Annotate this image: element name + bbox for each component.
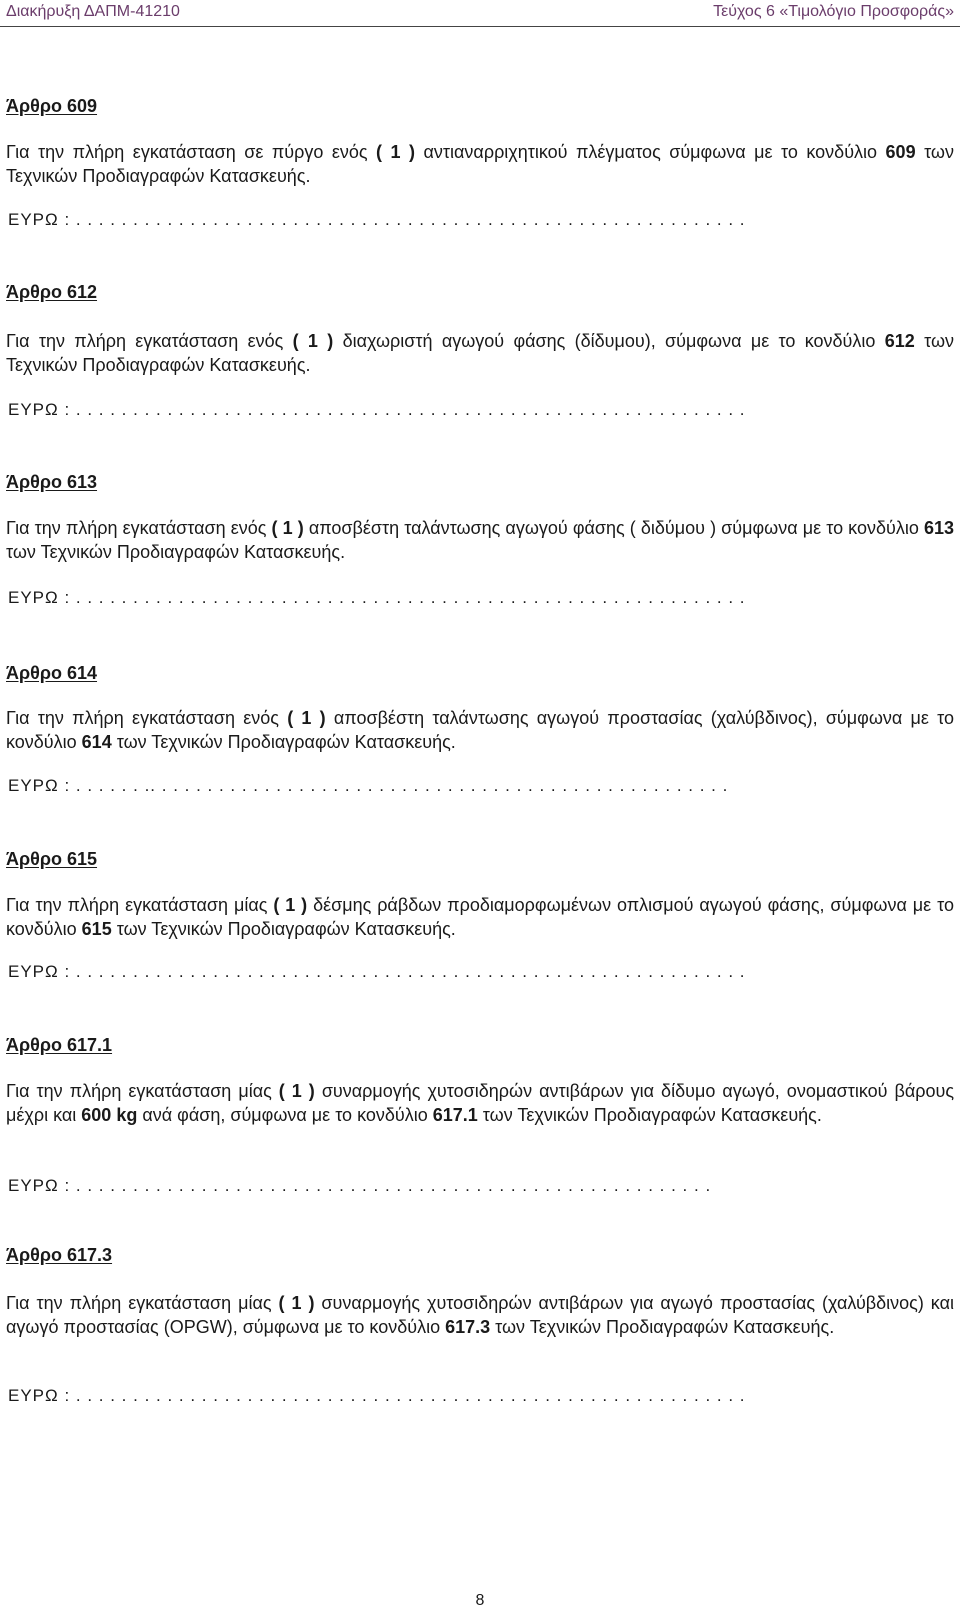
article-title: Άρθρο 613 xyxy=(6,472,98,492)
text-part: αποσβέστη ταλάντωσης αγωγού φάσης ( διδύμου ) σύμφωνα με το κονδύλιο xyxy=(303,518,924,538)
text-part: Για την πλήρη εγκατάσταση ενός xyxy=(6,518,272,538)
text-part: διαχωριστή αγωγού φάσης (δίδυμου), σύμφωνα με το κονδύλιο xyxy=(333,331,885,351)
text-part: των Τεχνικών Προδιαγραφών Κατασκευής. xyxy=(111,732,456,752)
article-title: Άρθρο 614 xyxy=(6,663,98,683)
text-part: αποσβέστη ταλάντωσης αγωγού προστασίας (χαλύβδινος), σύμφωνα με το κονδύλιο xyxy=(6,708,954,752)
header-volume-title: Τεύχος 6 «Τιμολόγιο Προσφοράς» xyxy=(713,3,954,20)
text-item-number: 617.3 xyxy=(445,1317,491,1337)
price-field: ΕΥΡΩ : . . . . . . . . . . . . . . . . . . . . . . . . . . . . . . . . . . . . . . . . . . . . . . . . . . . . . . . . . . . xyxy=(8,962,746,981)
text-item-number: 614 xyxy=(81,732,112,752)
text-quantity: ( 1 ) xyxy=(278,1081,315,1101)
text-item-number: 615 xyxy=(81,919,112,939)
text-part: των Τεχνικών Προδιαγραφών Κατασκευής. xyxy=(490,1317,835,1337)
text-part: ανά φάση, σύμφωνα με το κονδύλιο xyxy=(137,1105,433,1125)
article-title: Άρθρο 617.3 xyxy=(6,1245,113,1265)
text-part: δέσμης ράβδων προδιαμορφωμένων οπλισμού αγωγού φάσης, σύμφωνα με το κονδύλιο xyxy=(6,895,954,939)
text-quantity: ( 1 ) xyxy=(278,1293,315,1313)
article-text xyxy=(6,329,954,377)
text-item-number: 609 xyxy=(885,142,916,162)
price-field: ΕΥΡΩ : . . . . . . . . . . . . . . . . . . . . . . . . . . . . . . . . . . . . . . . . . . . . . . . . . . . . . . . . . . . xyxy=(8,1386,746,1405)
text-part: Για την πλήρη εγκατάσταση μίας xyxy=(6,895,274,915)
article-text xyxy=(6,516,954,564)
text-part: των Τεχνικών Προδιαγραφών Κατασκευής. xyxy=(6,331,954,375)
page-header xyxy=(0,0,960,27)
text-item-number: 612 xyxy=(884,331,915,351)
text-part: Για την πλήρη εγκατάσταση μίας xyxy=(6,1081,279,1101)
price-field: ΕΥΡΩ : . . . . . . . . . . . . . . . . . . . . . . . . . . . . . . . . . . . . . . . . . . . . . . . . . . . . . . . . . . . xyxy=(8,210,746,229)
article-text xyxy=(6,706,954,754)
price-field: ΕΥΡΩ : . . . . . . . . . . . . . . . . . . . . . . . . . . . . . . . . . . . . . . . . . . . . . . . . . . . . . . . . xyxy=(8,1176,712,1195)
text-part: των Τεχνικών Προδιαγραφών Κατασκευής. xyxy=(6,542,346,562)
text-part: Για την πλήρη εγκατάσταση ενός xyxy=(6,331,293,351)
header-tender-id: Διακήρυξη ΔΑΠΜ-41210 xyxy=(6,3,180,20)
text-part: συναρμογής χυτοσιδηρών αντιβάρων για αγωγό προστασίας (χαλύβδινος) και αγωγό προστασίας (OPGW), σύμφωνα με το κονδύλιο xyxy=(6,1293,954,1337)
text-quantity: ( 1 ) xyxy=(376,142,416,162)
article-text xyxy=(6,893,954,941)
text-part: Για την πλήρη εγκατάσταση μίας xyxy=(6,1293,279,1313)
text-item-number: 617.1 xyxy=(432,1105,478,1125)
text-quantity: ( 1 ) xyxy=(287,708,326,728)
article-title: Άρθρο 617.1 xyxy=(6,1035,113,1055)
text-part: Για την πλήρη εγκατάσταση σε πύργο ενός xyxy=(6,142,377,162)
page-number: 8 xyxy=(475,1592,485,1609)
text-quantity: ( 1 ) xyxy=(271,518,304,538)
price-field: ΕΥΡΩ : . . . . . . . . . . . . . . . . . . . . . . . . . . . . . . . . . . . . . . . . . . . . . . . . . . . . . . . . . . . xyxy=(8,588,746,607)
text-part: των Τεχνικών Προδιαγραφών Κατασκευής. xyxy=(111,919,456,939)
price-field: ΕΥΡΩ : . . . . . . .. . . . . . . . . . . . . . . . . . . . . . . . . . . . . . . . . . . . . . . . . . . . . . . . . . . xyxy=(8,776,729,795)
price-field: ΕΥΡΩ : . . . . . . . . . . . . . . . . . . . . . . . . . . . . . . . . . . . . . . . . . . . . . . . . . . . . . . . . . . . xyxy=(8,400,746,419)
text-part: Για την πλήρη εγκατάσταση ενός xyxy=(6,708,288,728)
article-text xyxy=(6,1291,954,1339)
text-part: συναρμογής χυτοσιδηρών αντιβάρων για δίδυμο αγωγό, ονομαστικού βάρους μέχρι και xyxy=(6,1081,954,1125)
text-part: των Τεχνικών Προδιαγραφών Κατασκευής. xyxy=(477,1105,822,1125)
text-quantity: ( 1 ) xyxy=(292,331,334,351)
article-text xyxy=(6,140,954,188)
article-text xyxy=(6,1079,954,1127)
text-item-number: 613 xyxy=(923,518,954,538)
text-part: των Τεχνικών Προδιαγραφών Κατασκευής. xyxy=(6,142,954,186)
article-title: Άρθρο 609 xyxy=(6,96,98,116)
text-part: αντιαναρριχητικού πλέγματος σύμφωνα με το κονδύλιο xyxy=(415,142,886,162)
text-weight: 600 kg xyxy=(81,1105,138,1125)
text-quantity: ( 1 ) xyxy=(273,895,308,915)
article-title: Άρθρο 612 xyxy=(6,282,98,302)
article-title: Άρθρο 615 xyxy=(6,849,98,869)
